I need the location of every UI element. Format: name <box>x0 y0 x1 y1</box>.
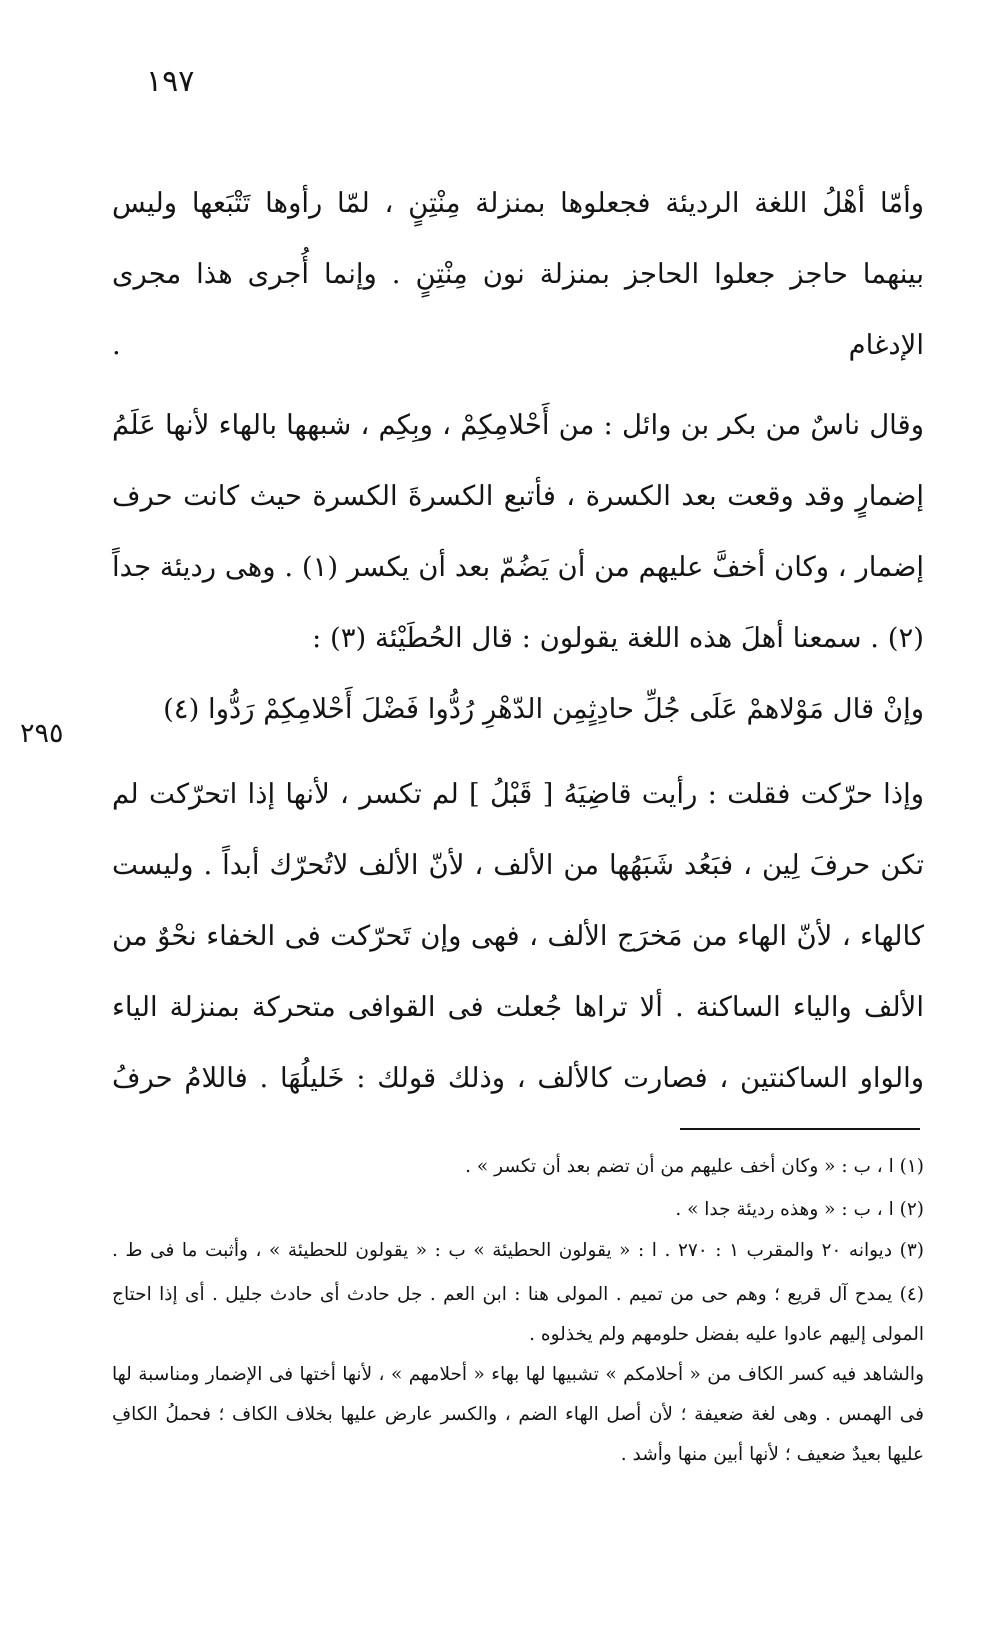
footnote-4: (٤) يمدح آل قريع ؛ وهم حى من تميم . المولى هنا : ابن العم . جل حادث أى حادث جليل . أى إذا احتاج المولى إليهم عادوا عليه بفضل حلومهم ولم يخذلوه . <box>112 1284 924 1345</box>
main-text <box>112 168 924 1114</box>
footnote-2: (٢) ا ، ب : « وهذه رديئة جدا » . <box>675 1199 924 1220</box>
page-number: ١٩٧ <box>146 64 195 99</box>
footnote-1: (١) ا ، ب : « وكان أخف عليهم من أن تضم بعد أن تكسر » . <box>465 1156 924 1177</box>
paragraph-3: وإذا حرّكت فقلت : رأيت قاضِيَهُ [ قَبْلُ ] لم تكسر ، لأنها إذا اتحرّكت لم تكن حرفَ لِين ، فبَعُد شَبَهُها من الألف ، لأنّ الألف لاتُحرّك أبداً . وليست كالهاء ، لأنّ الهاء من مَخرَج الألف ، فهى وإن تَحرّكت فى الخفاء نحْوٌ من الألف والياء الساكنة . ألا تراها جُعلت فى القوافى متحركة بمنزلة الياء والواو الساكنتين ، فصارت كالألف ، وذلك قولك : خَليلُهَا . فاللامُ حرفُ <box>112 778 924 1094</box>
footnote-divider <box>680 1128 920 1130</box>
footnote-3: (٣) ديوانه ٢٠ والمقرب ١ : ٢٧٠ . ا : « يقولون الحطيئة » ب : « يقولون للحطيئة » ، وأثبت ما فى ط . <box>112 1240 924 1261</box>
footnote-4-continuation: والشاهد فيه كسر الكاف من « أحلامكم » تشبيها لها بهاء « أحلامهم » ، لأنها أختها فى الإضمار ومناسبة لها فى الهمس . وهى لغة ضعيفة ؛ لأن أصل الهاء الضم ، والكسر عارض عليها بخلاف الكاف ؛ فحملُ الكافِ عليها بعيدٌ ضعيف ؛ لأنها أبين منها وأشد . <box>112 1364 924 1465</box>
verse-hemistich-1: وإنْ قال مَوْلاهمْ عَلَى جُلِّ حادِثٍ <box>588 693 924 725</box>
footnotes <box>112 1145 924 1475</box>
paragraph-2: وقال ناسٌ من بكر بن وائل : من أَحْلامِكِمْ ، وبِكِم ، شبهها بالهاء لأنها عَلَمُ إضمارٍ وقد وقعت بعد الكسرة ، فأتبع الكسرةَ الكسرة حيث كانت حرف إضمار ، وكان أخفَّ عليهم من أن يَضُمّ بعد أن يكسر (١) . وهى رديئة جداً (٢) . سمعنا أهلَ هذه اللغة يقولون : قال الحُطَيْئة (٣) : <box>112 409 924 654</box>
verse-hemistich-2: مِن الدّهْرِ رُدُّوا فَضْلَ أَحْلامِكِمْ رَدُّوا (٤) <box>163 693 589 725</box>
margin-reference-number: ٢٩٥ <box>20 718 64 749</box>
paragraph-1: وأمّا أهْلُ اللغة الرديئة فجعلوها بمنزلة مِنْتِنٍ ، لمّا رأوها تَتْبَعها وليس بينهما حاجز جعلوا الحاجز بمنزلة نون مِنْتِنٍ . وإنما أُجرى هذا مجرى الإدغام . <box>112 187 924 361</box>
poetry-verse <box>112 674 924 745</box>
